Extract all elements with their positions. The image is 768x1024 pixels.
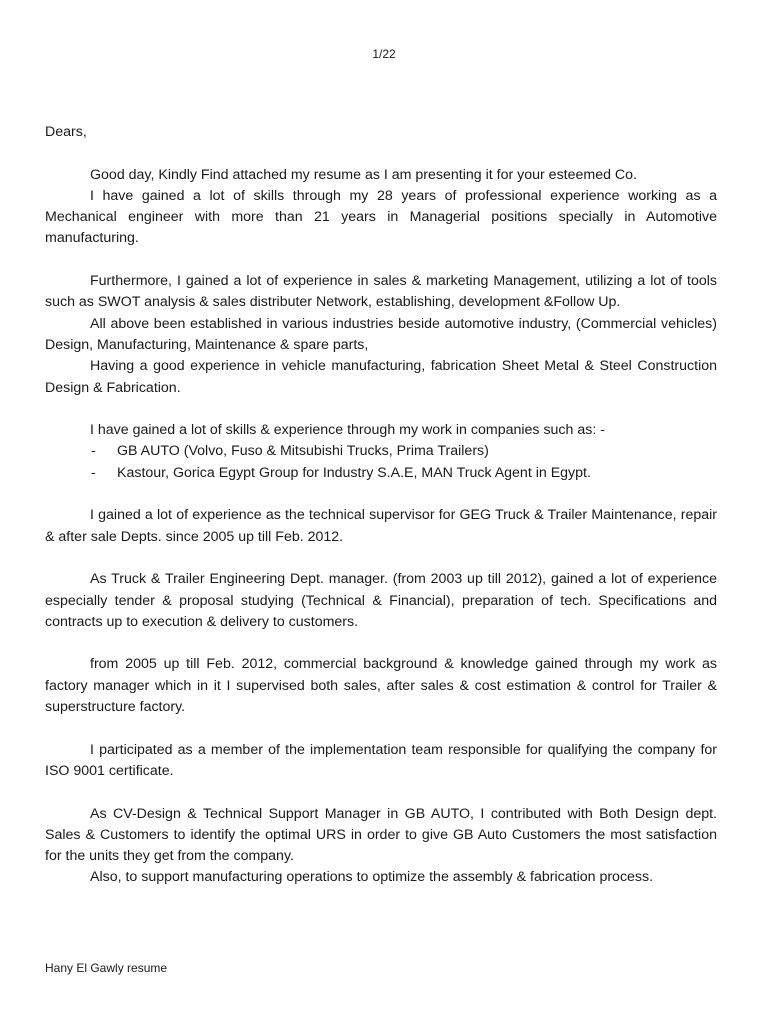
list-item: - Kastour, Gorica Egypt Group for Industry S.A.E, MAN Truck Agent in Egypt. (91, 464, 591, 481)
company-name: Kastour, Gorica Egypt Group for Industry S.A.E, MAN Truck Agent in Egypt. (117, 464, 591, 481)
company-list (45, 441, 717, 484)
vehicle-paragraph: Having a good experience in vehicle manufacturing, fabrication Sheet Metal & Steel Construction Design & Fabrication. (45, 358, 717, 396)
company-name: GB AUTO (Volvo, Fuso & Mitsubishi Trucks, Prima Trailers) (117, 443, 489, 460)
dept-manager-paragraph: As Truck & Trailer Engineering Dept. manager. (from 2003 up till 2012), gained a lot of experience especially tender & proposal studying (Technical & Financial), preparation of tech. Specifications and contracts up to execution & delivery to customers. (45, 571, 717, 630)
greeting: Dears, (45, 124, 87, 140)
intro-paragraph: Good day, Kindly Find attached my resume as I am presenting it for your esteemed Co. (90, 166, 638, 183)
letter-body (45, 122, 717, 889)
cv-design-paragraph: As CV-Design & Technical Support Manager in GB AUTO, I contributed with Both Design dept. Sales & Customers to identify the optimal URS in order to give GB Auto Customers the most satisfaction for the units they get from the company. (45, 805, 717, 865)
supervisor-paragraph: I gained a lot of experience as the technical supervisor for GEG Truck & Trailer Maintenance, repair & after sale Depts. since 2005 up till Feb. 2012. (45, 507, 717, 545)
sales-paragraph: Furthermore, I gained a lot of experience in sales & marketing Management, utilizing a lot of tools such as SWOT analysis & sales distributer Network, establishing, development &Follow Up. (45, 273, 717, 311)
manufacturing-paragraph: Also, to support manufacturing operations to optimize the assembly & fabrication process. (90, 869, 654, 886)
skills-paragraph: I have gained a lot of skills through my 28 years of professional experience working as a Mechanical engineer with more than 21 years in Managerial positions specially in Automotive manufacturing. (45, 187, 717, 247)
iso-paragraph: I participated as a member of the implementation team responsible for qualifying the company for ISO 9001 certificate. (45, 741, 717, 779)
page-number: 1/22 (372, 47, 396, 61)
factory-manager-paragraph: from 2005 up till Feb. 2012, commercial background & knowledge gained through my work as factory manager which in it I supervised both sales, after sales & cost estimation & control for Trailer & superstructure factory. (45, 656, 717, 716)
companies-intro: I have gained a lot of skills & experience through my work in companies such as: - (90, 422, 605, 439)
footer-text: Hany El Gawly resume (45, 961, 168, 975)
list-item: - GB AUTO (Volvo, Fuso & Mitsubishi Trucks, Prima Trailers) (91, 443, 489, 460)
industries-paragraph: All above been established in various industries beside automotive industry, (Commercial vehicles) Design, Manufacturing, Maintenance & spare parts, (45, 315, 717, 353)
